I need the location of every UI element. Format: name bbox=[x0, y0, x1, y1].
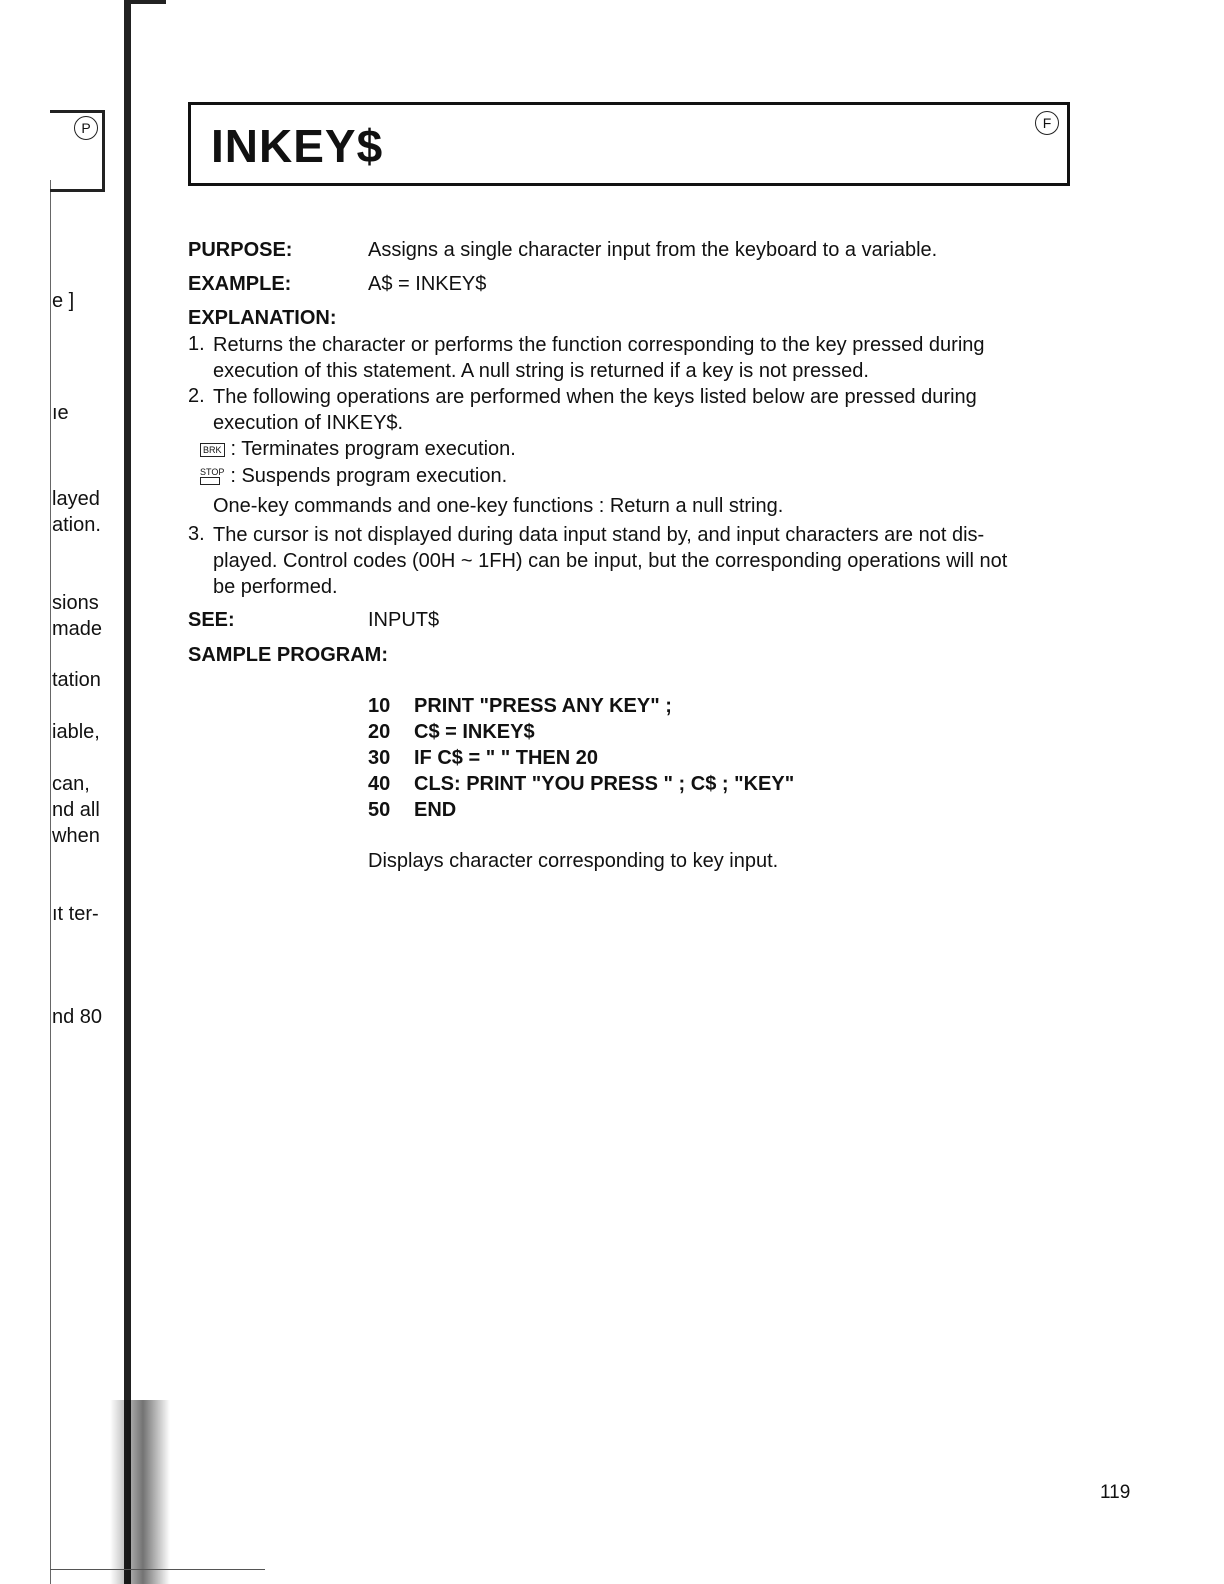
code-line bbox=[368, 747, 598, 770]
stop-key-description: : Suspends program execution. bbox=[230, 465, 508, 487]
previous-page-badge: P bbox=[74, 116, 98, 140]
left-page-fragment: layed bbox=[52, 488, 100, 510]
line-number: 40 bbox=[368, 773, 391, 795]
explanation-label: EXPLANATION: bbox=[188, 307, 337, 329]
code-text: IF C$ = " " THEN 20 bbox=[414, 747, 599, 769]
left-page-fragment: sions bbox=[52, 592, 99, 614]
sample-description: Displays character corresponding to key input. bbox=[368, 850, 779, 872]
left-page-edge bbox=[50, 180, 51, 1584]
page-number: 119 bbox=[1100, 1482, 1131, 1503]
item-1-line-2: execution of this statement. A null string is returned if a key is not pressed. bbox=[213, 360, 869, 382]
see-label: SEE: bbox=[188, 609, 235, 631]
brk-key-description: : Terminates program execution. bbox=[230, 438, 516, 460]
sample-program-label: SAMPLE PROGRAM: bbox=[188, 644, 388, 666]
item-3-line-1: The cursor is not displayed during data input stand by, and input characters are not dis- bbox=[213, 524, 985, 546]
left-page-fragment: e ] bbox=[52, 290, 75, 312]
left-page-fragment: ıt ter- bbox=[52, 903, 99, 925]
item-number: 2. bbox=[188, 385, 205, 407]
explanation-item-2 bbox=[213, 384, 977, 436]
function-badge: F bbox=[1035, 111, 1059, 135]
line-number: 50 bbox=[368, 799, 391, 821]
line-number: 30 bbox=[368, 747, 391, 769]
code-text: END bbox=[414, 799, 457, 821]
code-text: PRINT "PRESS ANY KEY" ; bbox=[414, 695, 672, 717]
code-line bbox=[368, 721, 535, 744]
book-spine bbox=[124, 0, 131, 1584]
item-3-line-2: played. Control codes (00H ~ 1FH) can be input, but the corresponding operations will not bbox=[213, 550, 1008, 572]
item-number: 3. bbox=[188, 523, 205, 545]
purpose-label: PURPOSE: bbox=[188, 239, 293, 261]
left-page-fragment: when bbox=[52, 825, 100, 847]
code-line bbox=[368, 695, 672, 718]
item-number: 1. bbox=[188, 333, 205, 355]
left-page-fragment: nd all bbox=[52, 799, 100, 821]
purpose-text: Assigns a single character input from the keyboard to a variable. bbox=[368, 239, 938, 261]
left-page-fragment: ation. bbox=[52, 514, 101, 536]
example-label: EXAMPLE: bbox=[188, 273, 292, 295]
see-text: INPUT$ bbox=[368, 609, 440, 631]
left-page-fragment: tation bbox=[52, 669, 101, 691]
item-3-line-3: be performed. bbox=[213, 576, 338, 598]
item-2-line-2: execution of INKEY$. bbox=[213, 412, 404, 434]
one-key-note: One-key commands and one-key functions : Return a null string. bbox=[213, 495, 784, 517]
code-text: C$ = INKEY$ bbox=[414, 721, 535, 743]
left-page-fragment: nd 80 bbox=[52, 1006, 103, 1028]
item-1-line-1: Returns the character or performs the function corresponding to the key pressed during bbox=[213, 334, 985, 356]
title-box bbox=[188, 102, 1070, 186]
brk-key-row bbox=[200, 436, 516, 462]
line-number: 20 bbox=[368, 721, 391, 743]
left-page-fragment: can, bbox=[52, 773, 90, 795]
example-text: A$ = INKEY$ bbox=[368, 273, 487, 295]
code-text: CLS: PRINT "YOU PRESS " ; C$ ; "KEY" bbox=[414, 773, 795, 795]
explanation-item-1 bbox=[213, 332, 985, 384]
stop-key-row bbox=[200, 463, 507, 489]
left-page-fragment: iable, bbox=[52, 721, 100, 743]
left-page-fragment: ıe bbox=[52, 402, 69, 424]
page-title: INKEY$ bbox=[211, 120, 384, 172]
spine-shadow bbox=[110, 1400, 170, 1584]
explanation-item-3 bbox=[213, 522, 1007, 600]
bottom-edge-line bbox=[50, 1569, 265, 1570]
stop-key-icon bbox=[200, 468, 224, 485]
item-2-line-1: The following operations are performed when the keys listed below are pressed during bbox=[213, 386, 977, 408]
brk-key-icon: BRK bbox=[200, 443, 225, 457]
spine-top-edge bbox=[124, 0, 166, 4]
line-number: 10 bbox=[368, 695, 391, 717]
stop-key-label: STOP bbox=[200, 467, 225, 478]
left-page-fragment: made bbox=[52, 618, 103, 640]
code-line bbox=[368, 773, 794, 796]
code-line bbox=[368, 799, 456, 822]
